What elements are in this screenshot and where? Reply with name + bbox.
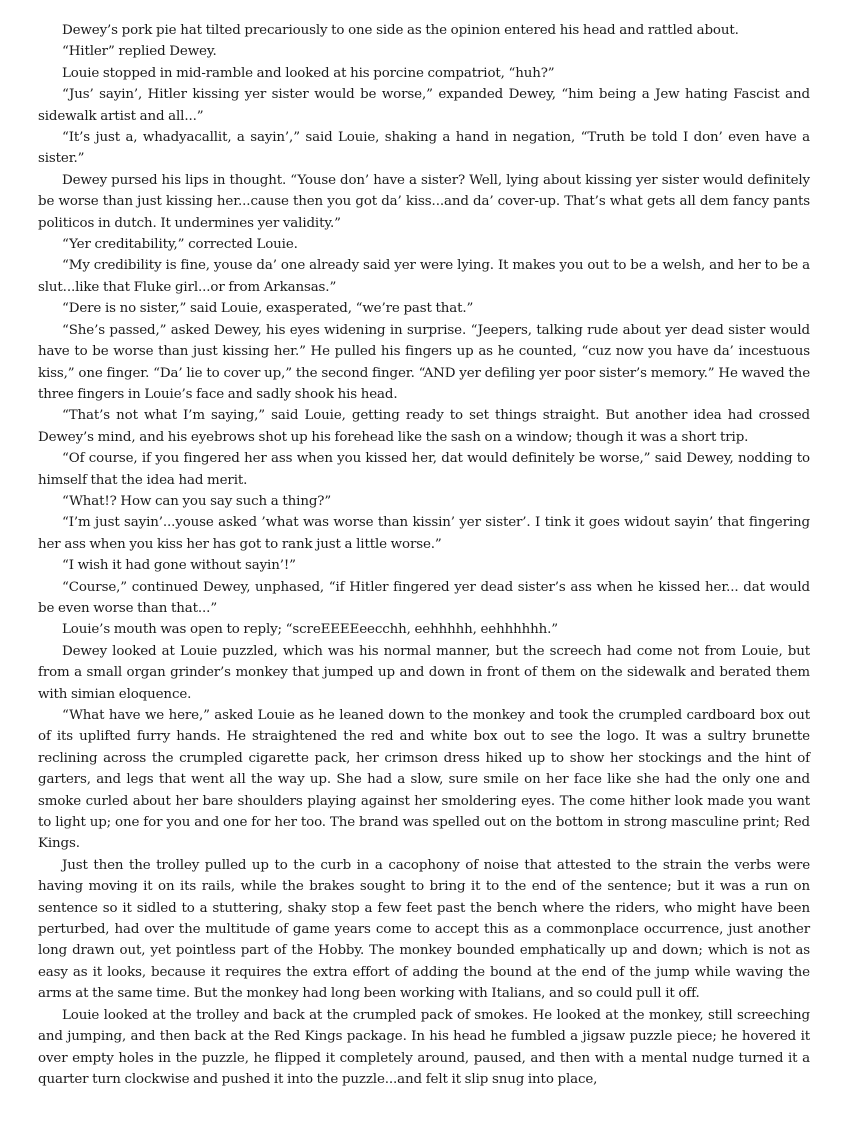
paragraph: Just then the trolley pulled up to the curb in a cacophony of noise that attested to the strain the verbs were having moving it on its rails, while the brakes sought to bring it to the end of the sentence; but it was a run on sentence so it sidled to a stuttering, shaky stop a few feet past the bench where the riders, who might have been perturbed, had over the multitude of game years come to accept this as a commonplace occurrence, just another long drawn out, yet pointless part of the Hobby. The monkey bounded emphatically up and down; which is not as easy as it looks, because it requires the extra effort of adding the bound at the end of the jump while waving the arms at the same time. But the monkey had long been working with Italians, and so could pull it off. bbox=[38, 857, 810, 1002]
paragraph: “What!? How can you say such a thing?” bbox=[62, 493, 332, 509]
paragraph: Louie stopped in mid-ramble and looked at his porcine compatriot, “huh?” bbox=[62, 65, 555, 81]
paragraph: “Dere is no sister,” said Louie, exasperated, “we’re past that.” bbox=[62, 301, 474, 317]
paragraph: “Hitler” replied Dewey. bbox=[62, 44, 217, 60]
paragraph: “That’s not what I’m saying,” said Louie, getting ready to set things straight. But another idea had crossed Dewey’s mind, and his eyebrows shot up his forehead like the sash on a window; though it was a short trip. bbox=[38, 408, 810, 445]
paragraph: “Of course, if you fingered her ass when you kissed her, dat would definitely be worse,” said Dewey, nodding to himself that the idea had merit. bbox=[38, 451, 810, 488]
paragraph: Dewey’s pork pie hat tilted precariously to one side as the opinion entered his head and rattled about. bbox=[62, 23, 739, 38]
paragraph: “Jus’ sayin’, Hitler kissing yer sister would be worse,” expanded Dewey, “him being a Jew hating Fascist and sidewalk artist and all...” bbox=[38, 87, 810, 124]
paragraph: “What have we here,” asked Louie as he leaned down to the monkey and took the crumpled cardboard box out of its uplifted furry hands. He straightened the red and white box out to see the logo. It was a sultry brunette reclining across the crumpled cigarette pack, her crimson dress hiked up to show her stockings and the hint of garters, and legs that went all the way up. She had a slow, sure smile on her face like she had the only one and smoke curled about her bare shoulders playing against her smoldering eyes. The come hither look made you want to light up; one for you and one for her too. The brand was spelled out on the bottom in strong masculine print; Red Kings. bbox=[38, 708, 810, 852]
paragraph: Louie’s mouth was open to reply; “screEEEEeecchh, eehhhhh, eehhhhhh.” bbox=[62, 622, 558, 638]
paragraph: “She’s passed,” asked Dewey, his eyes widening in surprise. “Jeepers, talking rude about yer dead sister would have to be worse than just kissing her.” He pulled his fingers up as he counted, “cuz now you have da’ incestuous kiss,” one finger. “Da’ lie to cover up,” the second finger. “AND yer defiling yer poor sister’s memory.” He waved the three fingers in Louie’s face and sadly shook his head. bbox=[38, 322, 810, 402]
paragraph: “Yer creditability,” corrected Louie. bbox=[62, 237, 298, 253]
paragraph: Dewey looked at Louie puzzled, which was his normal manner, but the screech had come not from Louie, but from a small organ grinder’s monkey that jumped up and down in front of them on the sidewalk and berated them with simian eloquence. bbox=[38, 643, 810, 702]
paragraph: “Course,” continued Dewey, unphased, “if Hitler fingered yer dead sister’s ass when he kissed her... dat would be even worse than that...” bbox=[38, 579, 810, 616]
paragraph: “I’m just sayin’...youse asked ’what was worse than kissin’ yer sister’. I tink it goes widout sayin’ that fingering her ass when you kiss her has got to rank just a little worse.” bbox=[38, 515, 810, 552]
paragraph: Dewey pursed his lips in thought. “Youse don’ have a sister? Well, lying about kissing yer sister would definitely be worse than just kissing her...cause then you got da’ kiss...and da’ cover-up. That’s what gets all dem fancy pants politicos in dutch. It undermines yer validity.” bbox=[38, 172, 810, 231]
paragraph: “I wish it had gone without sayin’!” bbox=[62, 558, 296, 574]
paragraph: “It’s just a, whadyacallit, a sayin’,” said Louie, shaking a hand in negation, “Truth be told I don’ even have a sister.” bbox=[38, 130, 810, 167]
document-page bbox=[38, 20, 810, 1090]
paragraph: “My credibility is fine, youse da’ one already said yer were lying. It makes you out to be a welsh, and her to be a slut...like that Fluke girl...or from Arkansas.” bbox=[38, 258, 810, 295]
paragraph: Louie looked at the trolley and back at the crumpled pack of smokes. He looked at the monkey, still screeching and jumping, and then back at the Red Kings package. In his head he fumbled a jigsaw puzzle piece; he hovered it over empty holes in the puzzle, he flipped it completely around, paused, and then with a mental nudge turned it a quarter turn clockwise and pushed it into the puzzle...and felt it slip snug into place, bbox=[38, 1007, 810, 1087]
